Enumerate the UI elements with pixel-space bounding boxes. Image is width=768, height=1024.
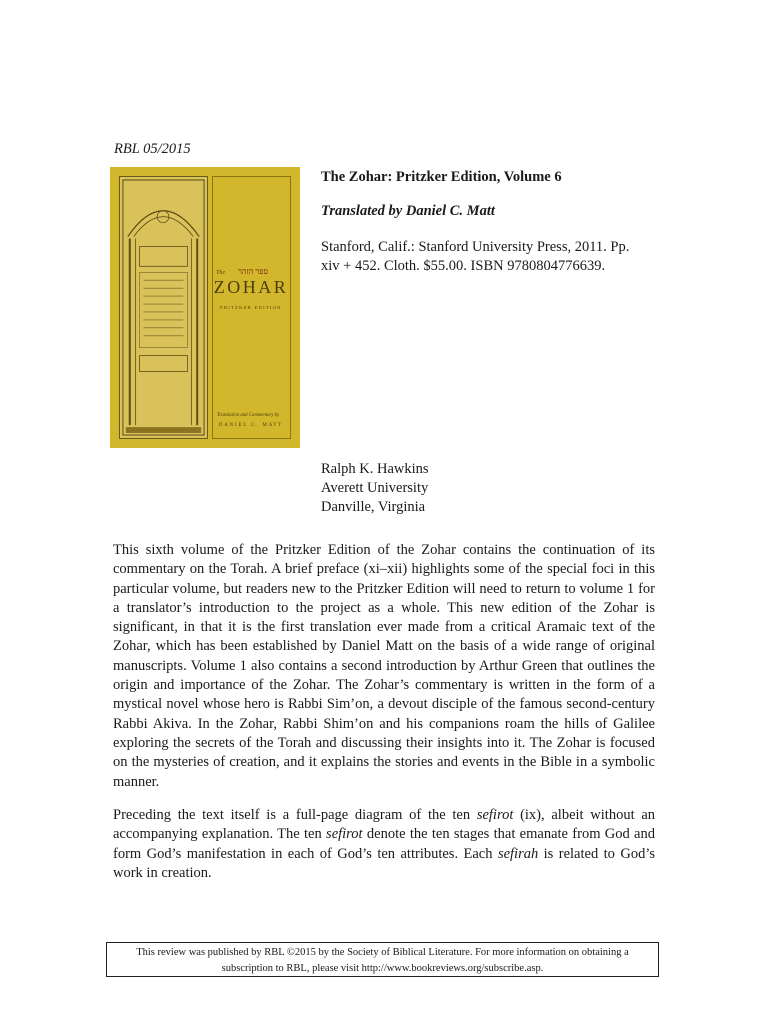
reviewer-location: Danville, Virginia xyxy=(321,499,426,515)
cover-the: The xyxy=(216,270,225,276)
cover-engraving xyxy=(119,176,208,439)
book-title: The Zohar: Pritzker Edition, Volume 6 xyxy=(321,169,562,185)
cover-subtitle: PRITZKER EDITION xyxy=(220,305,282,310)
reviewer-institution: Averett University xyxy=(321,480,429,496)
footer-line-2: subscription to RBL, please visit http://www.bookreviews.org/subscribe.asp. xyxy=(221,963,544,974)
reviewer-name: Ralph K. Hawkins xyxy=(321,461,429,477)
p2-emphasis-sefirah: sefirah xyxy=(497,845,539,862)
p2-emphasis-sefirot-2: sefirot xyxy=(326,826,363,843)
reviewer-block xyxy=(321,460,429,517)
cover-hebrew-title: ספר הזהר xyxy=(238,267,269,276)
footer-line-1: This review was published by RBL ©2015 by the Society of Biblical Literature. For more information on obtaining a xyxy=(136,947,629,958)
review-paragraph-2 xyxy=(113,806,655,883)
p2-emphasis-sefirot: sefirot xyxy=(476,807,514,823)
p2-text-c: denote the ten stages that emanate from God and form God’s manifestation in each of God’s ten attributes. Each xyxy=(113,826,655,862)
cover-author: DANIEL C. MATT xyxy=(218,423,284,428)
book-translator: Translated by Daniel C. Matt xyxy=(321,203,495,219)
p2-text-d: is related to God’s work in creation. xyxy=(113,845,655,881)
review-id: RBL 05/2015 xyxy=(114,141,191,157)
review-paragraph-1: This sixth volume of the Pritzker Edition of the Zohar contains the continuation of its commentary on the Torah. A brief preface (xi–xii) highlights some of the special foci in this particular volume, but readers new to the Pritzker Edition will need to return to volume 1 for a translator’s introduction to the project as a whole. This new edition of the Zohar is significant, in that it is the first translation ever made from a critical Aramaic text of the Zohar, which has been established by Daniel Matt on the basis of a wide range of original manuscripts. Volume 1 also contains a second introduction by Arthur Green that outlines the origin and importance of the Zohar. The Zohar’s commentary is written in the form of a mystical novel whose hero is Rabbi Sim’on, a devout disciple of the famous second-century Rabbi Akiva. In the Zohar, Rabbi Shim’on and his companions roam the hills of Galilee exploring the secrets of the Torah and discussing their insights into it. The Zohar is focused on the mysteries of creation, and it explains the stories and events in the Bible in a symbolic manner. xyxy=(113,542,655,790)
p2-text-a: Preceding the text itself is a full-page diagram of the ten xyxy=(113,807,477,823)
cover-credit: Translation and Commentary by xyxy=(217,413,280,418)
p2-text-b: (ix), albeit without an accompanying explanation. The ten xyxy=(113,807,656,843)
cover-title: ZOHAR xyxy=(213,277,289,297)
copyright-footer xyxy=(106,942,659,977)
book-publication-info: Stanford, Calif.: Stanford University Press, 2011. Pp. xiv + 452. Cloth. $55.00. ISBN 9780804776639. xyxy=(321,239,630,274)
